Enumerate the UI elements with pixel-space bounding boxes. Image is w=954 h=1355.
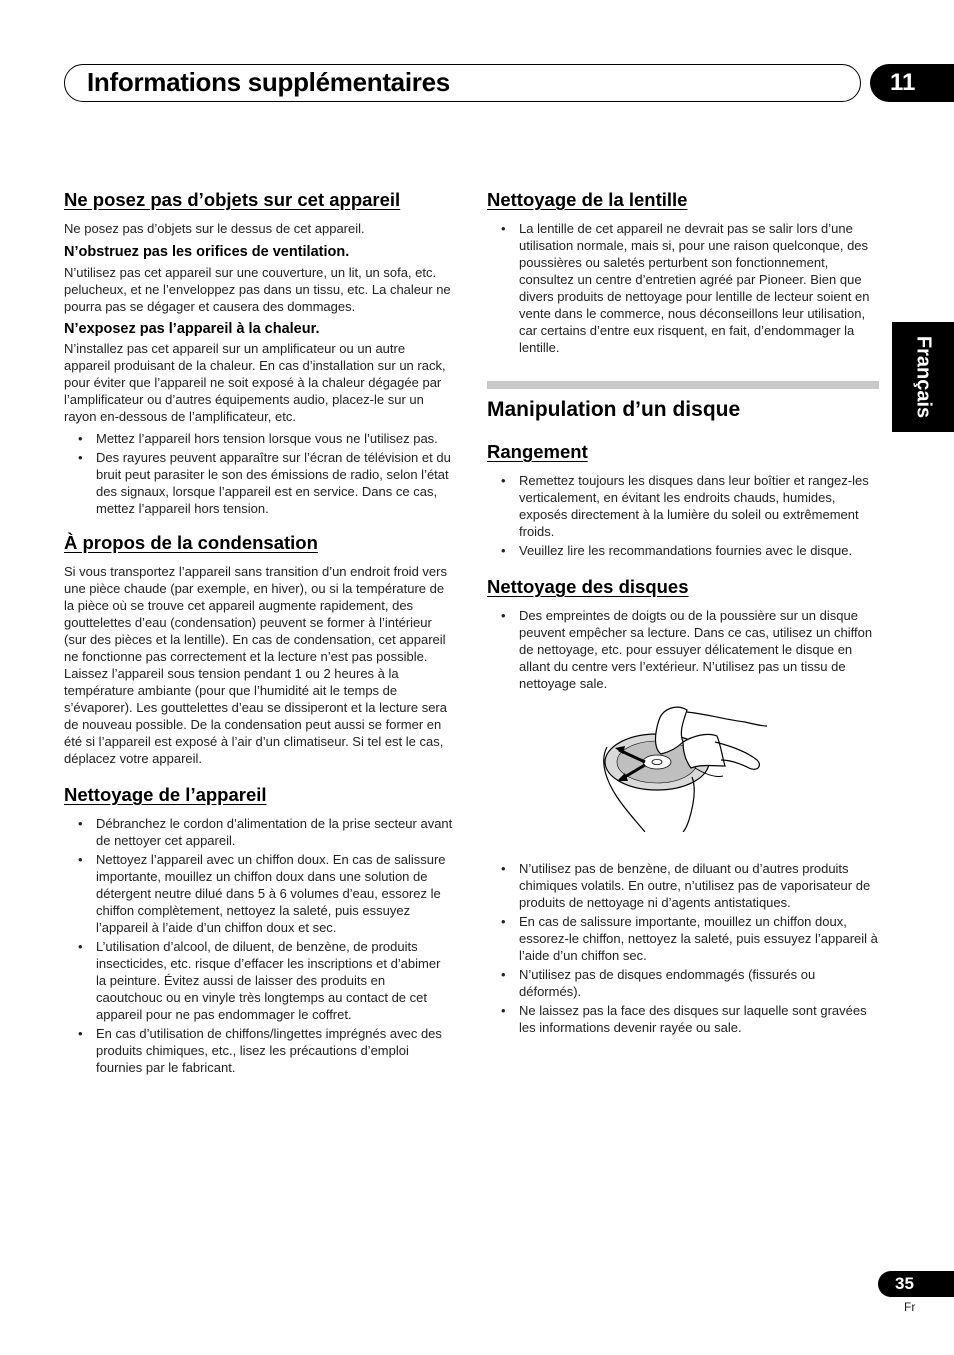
section-divider xyxy=(487,381,879,389)
section-title-objects: Ne posez pas d’objets sur cet appareil xyxy=(64,189,401,210)
list-item: • La lentille de cet appareil ne devrait pas se salir lors d’une utilisation normale, mais si, pour une raison quelconque, des poussières ou saletés perturbent son fonctionnement, consultez un centre d’entretien agréé par Pioneer. Bien que divers produits de nettoyage pour lentille de lecteur soient en vente dans le commerce, nous déconseillons leur utilisation, car certains d’entre eux risquent, en fait, d’endommager la lentille. xyxy=(487,220,879,356)
list-item: • N’utilisez pas de disques endommagés (fissurés ou déformés). xyxy=(487,966,879,1000)
bullet-list-cleaning-unit xyxy=(64,815,454,1076)
subsection-title-heat: N’exposez pas l’appareil à la chaleur. xyxy=(64,321,320,337)
subsection-title-ventilation: N’obstruez pas les orifices de ventilation. xyxy=(64,244,350,260)
list-item: • Débranchez le cordon d’alimentation de la prise secteur avant de nettoyer cet appareil. xyxy=(64,815,454,849)
list-item: • Remettez toujours les disques dans leur boîtier et rangez-les verticalement, en évitant les endroits chauds, humides, exposés directement à la lumière du soleil ou extrêmement froids. xyxy=(487,472,879,540)
right-column xyxy=(487,188,879,1038)
hand-icon xyxy=(687,712,767,726)
paragraph-condensation: Si vous transportez l’appareil sans transition d’un endroit froid vers une pièce chaude (par exemple, en hiver), ou si la température de la pièce où se trouve cet appareil augmente rapidement, des gouttelettes d’eau (condensation) peuvent se former à l’intérieur (sur des pièces et la lentille). En cas de condensation, cet appareil ne fonctionne pas correctement et la lecture n’est pas possible. Laissez l’appareil sous tension pendant 1 ou 2 heures à la température ambiante (pour que l’humidité ait le temps de s’évaporer). Les gouttelettes d’eau se dissiperont et la lecture sera de nouveau possible. De la condensation peut aussi se former en été si l’appareil est exposé à l’air d’un climatiseur. Si tel est le cas, déplacez votre appareil. xyxy=(64,564,447,766)
list-item: • N’utilisez pas de benzène, de diluant ou d’autres produits chimiques volatils. En outre, n’utilisez pas de vaporisateur de produits de nettoyage ni d’agents antistatiques. xyxy=(487,860,879,911)
list-item: • Veuillez lire les recommandations fournies avec le disque. xyxy=(487,542,879,559)
list-item: • En cas de salissure importante, mouillez un chiffon doux, essorez-le chiffon, nettoyez la saleté, puis essuyez l’appareil à l’aide d’un chiffon sec. xyxy=(487,913,879,964)
list-item: • L’utilisation d’alcool, de diluent, de benzène, de produits insecticides, etc. risque d’effacer les inscriptions et d’abimer la peinture. Évitez aussi de laisser des produits en caoutchouc ou en vinyle très longtemps au contact de cet appareil pour ne pas endommager le coffret. xyxy=(64,938,454,1023)
list-item: • Des rayures peuvent apparaître sur l’écran de télévision et du bruit peut parasiter le son des émissions de radio, selon l’état des signaux, lorsque l’appareil est en service. Dans ce cas, mettez l’appareil hors tension. xyxy=(64,449,454,517)
page-number: 35 xyxy=(878,1271,954,1297)
list-item: • Ne laissez pas la face des disques sur laquelle sont gravées les informations devenir rayée ou sale. xyxy=(487,1002,879,1036)
bullet-list-lens xyxy=(487,220,879,356)
section-intro: Ne posez pas d’objets sur le dessus de cet appareil. xyxy=(64,221,365,236)
section-title-lens: Nettoyage de la lentille xyxy=(487,189,688,210)
list-item: • Nettoyez l’appareil avec un chiffon doux. En cas de salissure importante, mouillez un chiffon doux dans une solution de détergent neutre dilué dans 5 à 6 volumes d’eau, essorez le chiffon complètement, nettoyez la saleté, puis essuyez l’appareil à l’aide d’un chiffon doux et sec. xyxy=(64,851,454,936)
bullet-list-disc-cleaning xyxy=(487,607,879,692)
header-bar xyxy=(64,64,861,102)
list-item: • Des empreintes de doigts ou de la poussière sur un disque peuvent empêcher sa lecture. Dans ce cas, utilisez un chiffon de nettoyage, etc. pour essuyer délicatement le disque en allant du centre vers l’extérieur. N’utilisez pas un tissu de nettoyage sale. xyxy=(487,607,879,692)
section-title-condensation: À propos de la condensation xyxy=(64,532,318,553)
section-title-cleaning-unit: Nettoyage de l’appareil xyxy=(64,784,267,805)
disc-cleaning-illustration xyxy=(597,702,767,832)
list-item: • Mettez l’appareil hors tension lorsque vous ne l’utilisez pas. xyxy=(64,430,454,447)
bullet-list-disc-warnings xyxy=(487,860,879,1036)
subsection-title-disc-cleaning: Nettoyage des disques xyxy=(487,576,689,597)
page-title: Informations supplémentaires xyxy=(87,67,450,97)
disc-cleaning-illustration-svg xyxy=(597,702,767,832)
paragraph-heat: N’installez pas cet appareil sur un amplificateur ou un autre appareil produisant de la chaleur. En cas d’installation sur un rack, pour éviter que l’appareil ne soit exposé à la chaleur dégagée par l’amplificateur ou d’autres équipements audio, placez-le sur un rayon en-dessous de l’amplificateur, etc. xyxy=(64,341,446,424)
language-tab xyxy=(892,322,954,432)
subsection-title-storage: Rangement xyxy=(487,441,588,462)
section-title-disc-handling: Manipulation d’un disque xyxy=(487,398,741,421)
bullet-list-heat xyxy=(64,430,454,517)
list-item: • En cas d’utilisation de chiffons/lingettes imprégnés avec des produits chimiques, etc., lisez les précautions d’emploi fournies par le fabricant. xyxy=(64,1025,454,1076)
language-tab-label: Français xyxy=(912,335,935,419)
page-language-code: Fr xyxy=(904,1300,916,1314)
bullet-list-storage xyxy=(487,472,879,559)
paragraph-ventilation: N’utilisez pas cet appareil sur une couverture, un lit, un sofa, etc. pelucheux, et ne l’enveloppez pas dans un tissu, etc. La chaleur ne pourra pas se dégager et causera des dommages. xyxy=(64,265,451,314)
chapter-number: 11 xyxy=(870,64,954,102)
left-column xyxy=(64,188,454,1078)
